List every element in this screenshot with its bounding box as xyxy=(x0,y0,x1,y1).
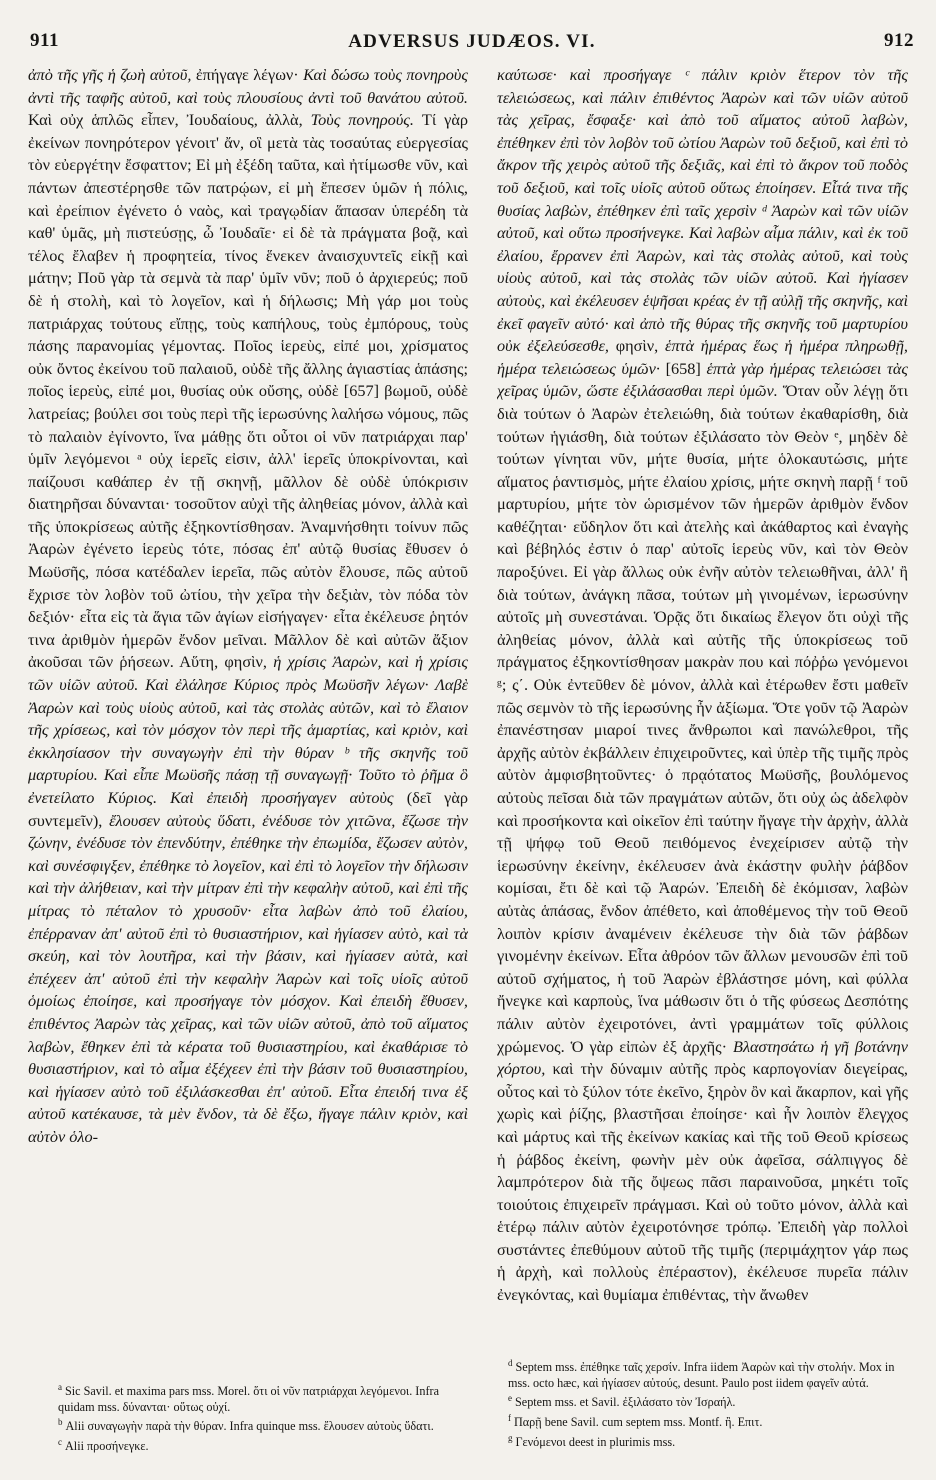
footnote xyxy=(58,1380,468,1415)
footnote xyxy=(508,1411,908,1431)
body-text: Καὶ οὐχ ἁπλῶς εἶπεν, Ἰουδαίους, ἀλλὰ, xyxy=(28,110,311,130)
body-text: ἐπήγαγε λέγων· xyxy=(195,65,304,84)
running-title: ADVERSUS JUDÆOS. VI. xyxy=(348,31,596,52)
scripture-quotation: ἀπὸ τῆς γῆς ἡ ζωὴ αὐτοῦ, xyxy=(28,65,196,84)
footnote-text: Παρῇ bene Savil. cum septem mss. Montf. ἢ. Επιτ. xyxy=(514,1414,763,1429)
right-column xyxy=(497,64,908,1348)
scripture-quotation: ἑπτὰ γὰρ ἡμέρας τελειώσει τὰς χεῖρας ὑμῶν, ὥστε ἐξιλάσασθαι περὶ ὑμῶν. xyxy=(497,358,908,401)
footnote-marker: e xyxy=(508,1393,512,1404)
body-text: Τί γὰρ ἐκείνων πονηρότερον γένοιτ' ἄν, οἳ μετὰ τὰς τοσαύτας εὐεργεσίας τὸν εὐεργέτην ἔσφαττον; Εἰ μὴ ἐξέδη ταῦτα, καὶ ἠτίμωσθε νῦν, καὶ πάντων ἀπεστέρησθε τῶν πατρῴων, εἰ μὴ ἔπεσεν ὑμῶν ἡ πόλις, καὶ ἐρείπιον ἐγένετο ὁ ναὸς, καὶ τραγῳδίαν ἅπασαν ὑπερέδη τὰ καθ' ὑμᾶς, μὴ πιστεύσῃς, ὦ Ἰουδαῖε· εἰ δὲ τὰ πράγματα βοᾷ, καὶ τέλος ἔλαβεν ἡ προφητεία, τίνος ἕνεκεν ἀναισχυντεῖς εἰκῇ καὶ μάτην; Ποῦ γὰρ τὰ σεμνὰ τὰ παρ' ὑμῖν νῦν; ποῦ ὁ ἀρχιερεύς; ποῦ δὲ ἡ στολὴ, καὶ τὸ λογεῖον, καὶ ἡ δήλωσις; Μὴ γάρ μοι τοὺς πατριάρχας τούτους εἴπῃς, τοὺς καπήλους, τοὺς ἐμπόρους, τοὺς πάσης παρανομίας γέμοντας. Ποῖος ἱερεὺς, εἰπέ μοι, χρίσματος οὐκ ὄντος ἐκείνου τοῦ παλαιοῦ, οὐδὲ τῆς ἄλλης ἁγιαστίας ἁπάσης; ποῖος ἱερεὺς, εἰπέ μοι, θυσίας οὐκ οὔσης, οὐδὲ [657] βωμοῦ, οὐδὲ λατρείας; βούλει σοι τοὺς περὶ τῆς ἱερωσύνης λαλήσω νόμους, πῶς τὸ παλαιὸν ἐγίνοντο, ἵνα μάθῃς ὅτι οὗτοι οἱ νῦν πατριάρχαι παρ' ὑμῖν λεγόμενοι ᵃ οὐχ ἱερεῖς εἰσιν, ἀλλ' ἱερεῖς ὑποκρίνονται, καὶ παίζουσι καθάπερ ἐν τῇ σκηνῇ, μᾶλλον δὲ οὐδὲ ὑπόκρισιν διατηρῆσαι δύνανται· τοσοῦτον αὐχὶ τῆς ἀληθείας μόνον, ἀλλὰ καὶ τῆς ὑποκρίσεως αὐτῆς ἐξηκοντίσθησαν. Ἀναμνήσθητι τοίνυν πῶς Ἀαρὼν ἐγένετο ἱερεὺς τότε, πόσας ἐπ' αὐτῷ θυσίας ἔθυσεν ὁ Μωϋσῆς, πόσα κατέδαλεν ἱερεῖα, πῶς αὐτὸν ἔλουσε, πῶς αὐτοῦ ἔχρισε τὸν λοβὸν τοῦ ὠτίου, τὴν χεῖρα τὴν δεξιὰν, τὸν πόδα τὸν δεξιόν· εἶτα εἰς τὰ ἅγια τῶν ἁγίων εἰσήγαγεν· εἶτα ἐκέλευσε ῥητόν τινα ἀριθμὸν ἡμερῶν ἔνδον μεῖναι. Μᾶλλον δὲ καὶ αὐτῶν ἄξιον ἀκοῦσαι τῶν ῥήσεων. Αὕτη, φησὶν, xyxy=(28,110,468,672)
footnote-marker: b xyxy=(58,1417,63,1428)
footnote-marker: g xyxy=(508,1432,513,1443)
scripture-quotation: Βλαστησάτω ἡ γῆ βοτάνην χόρτου, xyxy=(497,1036,908,1079)
page-header xyxy=(26,22,918,56)
footnote-text: Sic Savil. et maxima pars mss. Morel. ὅτι οἱ νῦν πατριάρχαι λεγόμενοι. Infra quidam mss. δύνανται· οὕτως οὐχί. xyxy=(58,1384,439,1414)
body-text: [658] xyxy=(665,358,707,378)
footnote xyxy=(508,1356,908,1391)
footnotes-right xyxy=(508,1356,908,1471)
footnote-marker: d xyxy=(508,1358,513,1368)
body-text: καὶ τὴν δύναμιν αὐτῆς πρὸς καρπογονίαν διεγείρας, οὗτος καὶ τὸ ξύλον τότε ἐκεῖνο, ξηρὸν ὂν καὶ ἄκαρπον, καὶ γῆς χωρὶς καὶ ῥίζης, βλαστῆσαι ἐποίησε· καὶ ἦν λοιπὸν ἔλεγχος καὶ μάρτυς καὶ τῆς ἐκείνων κακίας καὶ τῆς τοῦ Θεοῦ κρίσεως ἡ ῥάβδος ἐκείνη, φωνὴν μὲν οὐκ ἀφεῖσα, σάλπιγγος δὲ λαμπρότερον διὰ τῆς ὄψεως πᾶσι παραινοῦσα, μηκέτι τοῖς τοιούτοις ἐπιχειρεῖν πράγμασι. Καὶ οὐ τοῦτο μόνον, ἀλλὰ καὶ ἑτέρῳ πάλιν αὐτὸν ἐχειροτόνησε τρόπῳ. Ἐπειδὴ γὰρ πολλοὶ συστάντες ἐπεθύμουν αὐτοῦ τῆς τιμῆς (περιμάχητον γάρ πως ἡ ἀρχὴ, καὶ πολλοὺς ἐπέραστον), ἐκέλευσε πυρεῖα πάλιν ἐνεγκόντας, καὶ θυμίαμα ἐπιθέντας, τὴν ἄνωθεν xyxy=(497,1059,908,1305)
footnote xyxy=(508,1391,908,1411)
footnote-marker: f xyxy=(508,1412,511,1423)
left-column xyxy=(28,64,468,1362)
scripture-quotation: ἑπτὰ ἡμέρας ἕως ἡ ἡμέρα πληρωθῇ, ἡμέρα τελειώσεως ὑμῶν· xyxy=(497,336,908,378)
scripture-quotation: Καὶ δώσω τοὺς πονηροὺς ἀντὶ τῆς ταφῆς αὐτοῦ, καὶ τοὺς πλουσίους ἀντὶ τοῦ θανάτου αὐτοῦ. xyxy=(28,65,468,107)
scripture-quotation: ἔλουσεν αὐτοὺς ὕδατι, ἐνέδυσε τὸν χιτῶνα, ἔζωσε τὴν ζώνην, ἐνέδυσε τὸν ἐπενδύτην, ἐπέθηκε τὴν ἐπωμίδα, ἔζωσεν αὐτὸν, καὶ συνέσφιγξεν, ἐπέθηκε τὸ λογεῖον, καὶ ἐπὶ τὸ λογεῖον τὴν δήλωσιν καὶ τὴν ἀλήθειαν, καὶ τὴν μίτραν ἐπὶ τὴν κεφαλὴν αὐτοῦ, καὶ ἐπὶ τῆς μίτρας τὸ πέταλον τὸ χρυσοῦν· εἶτα λαβὼν ἀπὸ τοῦ ἐλαίου, ἐπέρραναν ἀπ' αὐτοῦ ἐπὶ τὸ θυσιαστήριον, καὶ ἡγίασεν αὐτὸ, καὶ τὰ σκεύη, καὶ τὸν λουτῆρα, καὶ τὴν βάσιν, καὶ ἡγίασεν αὐτὰ, καὶ ἐπέχεεν ἀπ' αὐτοῦ ἐπὶ τὴν κεφαλὴν Ἀαρὼν καὶ τοῖς υἱοῖς αὐτοῦ ὁμοίως ἐποίησε, καὶ προσήγαγε τὸν μόσχον. Καὶ ἐπειδὴ ἔθυσεν, ἐπιθέντος Ἀαρὼν τὰς χεῖρας, καὶ τῶν υἱῶν αὐτοῦ, ἀπὸ τοῦ αἵματος λαβὼν, ἔθηκεν ἐπὶ τὰ κέρατα τοῦ θυσιαστηρίου, καὶ ἐκαθάρισε τὸ θυσιαστήριον, καὶ τὸ αἷμα ἐξέχεεν ἐπὶ τὴν βάσιν τοῦ θυσιαστηρίου, καὶ ἡγίασεν αὐτὸ τοῦ ἐξιλάσκεσθαι ἐπ' αὐτοῦ. Εἶτα ἐπειδή τινα ἐξ αὐτοῦ κατέκαυσε, τὰ μὲν ἔνδον, τὰ δὲ ἔξω, ἤγαγε πάλιν κριὸν, καὶ αὐτὸν ὁλο- xyxy=(28,810,468,1146)
footnote xyxy=(58,1435,468,1455)
footnote xyxy=(508,1431,908,1451)
footnote-text: Alii συναγωγὴν παρὰ τὴν θύραν. Infra quinque mss. ἔλουσεν αὐτοὺς ὕδατι. xyxy=(65,1419,434,1434)
footnote-text: Septem mss. ἐπέθηκε ταῖς χερσίν. Infra iidem Ἀαρὼν καὶ τὴν στολήν. Mox in mss. octo hæc, καὶ ἡγίασεν αὐτούς, desunt. Paulo post iidem φαγεῖν αὐτά. xyxy=(508,1360,895,1390)
footnote-text: Septem mss. et Savil. ἐξιλάσατο τὸν Ἰσραήλ. xyxy=(515,1395,736,1410)
page-number-right: 912 xyxy=(884,30,914,51)
footnote xyxy=(58,1415,468,1435)
body-text: φησὶν, xyxy=(615,336,666,356)
footnote-marker: c xyxy=(58,1436,62,1447)
scripture-quotation: καύτωσε· καὶ προσήγαγε ᶜ πάλιν κριὸν ἕτερον τὸν τῆς τελειώσεως, καὶ πάλιν ἐπιθέντος Ἀαρὼν καὶ τῶν υἱῶν αὐτοῦ τὰς χεῖρας, ἔσφαξε· καὶ ἀπὸ τοῦ αἵματος αὐτοῦ λαβὼν, ἐπέθηκεν ἐπὶ τὸν λοβὸν τοῦ ὠτίου Ἀαρὼν τοῦ δεξιοῦ, καὶ ἐπὶ τὸ ἄκρον τῆς χειρὸς αὐτοῦ τῆς δεξιᾶς, καὶ ἐπὶ τὸ ἄκρον τοῦ ποδὸς τοῦ δεξιοῦ, καὶ τοῖς υἱοῖς αὐτοῦ οὕτως ἐποίησεν. Εἶτά τινα τῆς θυσίας λαβὼν, ἐπέθηκεν ἐπὶ ταῖς χερσὶν ᵈ Ἀαρὼν καὶ τῶν υἱῶν αὐτοῦ, καὶ οὕτω προσήνεγκε. Καὶ λαβὼν αἷμα πάλιν, καὶ ἐκ τοῦ ἐλαίου, ἔρρανεν ἐπὶ Ἀαρὼν, καὶ τὰς στολὰς αὐτοῦ, καὶ τοὺς υἱοὺς αὐτοῦ, καὶ τὰς στολὰς τῶν υἱῶν αὐτοῦ. Καὶ ἡγίασεν αὐτοὺς, καὶ ἐκέλευσεν ἑψῆσαι κρέας ἐν τῇ αὐλῇ τῆς σκηνῆς, καὶ ἐκεῖ φαγεῖν αὐτό· καὶ ἀπὸ τῆς θύρας τῆς σκηνῆς τοῦ μαρτυρίου οὐκ ἐξελεύσεσθε, xyxy=(497,65,908,356)
footnote-text: Γενόμενοι deest in plurimis mss. xyxy=(515,1434,676,1449)
footnote-marker: a xyxy=(58,1382,62,1392)
body-text: (δεῖ γὰρ συντεμεῖν), xyxy=(28,788,468,830)
scripture-quotation: Τοὺς πονηρούς. xyxy=(310,110,422,130)
right-column-text xyxy=(497,64,908,1307)
footnotes-left xyxy=(58,1380,468,1470)
scripture-quotation: ἡ χρίσις Ἀαρὼν, καὶ ἡ χρίσις τῶν υἱῶν αὐτοῦ. Καὶ ἐλάλησε Κύριος πρὸς Μωϋσῆν λέγων· Λαβὲ Ἀαρὼν καὶ τοὺς υἱοὺς αὐτοῦ, καὶ τὰς στολὰς αὐτῶν, καὶ τὸ ἔλαιον τῆς χρίσεως, καὶ τὸν μόσχον τὸν περὶ τῆς ἁμαρτίας, καὶ κριὸν, καὶ ἐκκλησίασον τὴν συναγωγὴν ἐπὶ τὴν θύραν ᵇ τῆς σκηνῆς τοῦ μαρτυρίου. Καὶ εἶπε Μωϋσῆς πάσῃ τῇ συναγωγῇ· Τοῦτο τὸ ῥῆμα ὃ ἐνετείλατο Κύριος. Καὶ ἐπειδὴ προσήγαγεν αὐτοὺς xyxy=(28,652,468,807)
left-column-text xyxy=(28,64,468,1149)
body-text: Ὅταν οὖν λέγῃ ὅτι διὰ τούτων ὁ Ἀαρὼν ἐτελειώθη, διὰ τούτων ἐκαθαρίσθη, διὰ τούτων ἡγιάσθη, διὰ τούτων ἐξιλάσατο τὸν Θεὸν ᵉ, μηδὲν δὲ τούτων γίνηται νῦν, μήτε θυσία, μήτε ὁλοκαυτώσις, μήτε αἵματος ῥαντισμὸς, μήτε ἐλαίου χρίσις, μήτε σκηνὴ παρῇ ᶠ τοῦ μαρτυρίου, μήτε τὸν ὡρισμένον τῶν ἡμερῶν ἀριθμὸν ἔνδον καθέζηται· εὔδηλον ὅτι καὶ ἀτελὴς καὶ ἀκάθαρτος καὶ ἐναγὴς καὶ βέβηλός ἐστιν ὁ παρ' αὐτοῖς ἱερεὺς νῦν, καὶ τὸν Θεὸν παροξύνει. Εἰ γὰρ ἄλλως οὐκ ἐνῆν αὐτὸν τελειωθῆναι, ἀλλ' ἢ διὰ τούτων, ἀνάγκη πᾶσα, τούτων μὴ γινομένων, ἱερωσύνην αὐτοῖς μὴ συνεστάναι. Ὁρᾷς ὅτι δικαίως ἔλεγον ὅτι οὐχὶ τῆς ἀληθείας μόνον, ἀλλὰ καὶ αὐτῆς τῆς ὑποκρίσεως τοῦ πράγματος ἐξηκοντίσθησαν μακρὰν που καὶ πόῤῥω γενόμενοι ᵍ; ς΄. Οὐκ ἐντεῦθεν δὲ μόνον, ἀλλὰ καὶ ἑτέρωθεν ἔστι μαθεῖν πῶς σεμνὸν τὸ τῆς ἱερωσύνης ἦν ἀξίωμα. Ὅτε γοῦν τῷ Ἀαρὼν ἐπανέστησαν μιαροί τινες ἄνθρωποι καὶ πανώλεθροι, τῆς ἀρχῆς αὐτὸν ἐκβάλλειν ἐπιχειροῦντες, καὶ ὑπὲρ τῆς τιμῆς πρὸς αὐτὸν ἀμφισβητοῦντες· ὁ πρᾳότατος Μωϋσῆς, βουλόμενος αὐτοὺς πεῖσαι διὰ τῶν πραγμάτων αὐτῶν, ὅτι οὐχ ὡς ἀδελφὸν καὶ προσήκοντα καὶ οἰκεῖον ἐπὶ ταύτην ἤγαγε τὴν ἀρχὴν, ἀλλὰ τῇ ψήφῳ τοῦ Θεοῦ πειθόμενος ἐνεχείρισεν αὐτῷ τὴν ἱερωσύνην ἐκείνην, ἐκέλευσεν ἀνὰ ἑκάστην φυλὴν ῥάβδον κομίσαι, ἔτι δὲ καὶ τῷ Ἀαρών. Ἐπειδὴ δὲ ἐκόμισαν, λαβὼν αὐτὰς ἁπάσας, ἔνδον ἀπέθετο, καὶ ἀποθέμενος τὴν τοῦ Θεοῦ λοιπὸν κρίσιν ἀναμένειν ἐκέλευσε τὴν διὰ τῶν ῥάβδων γινομένην ἐκείνων. Εἶτα ἀθρόον τῶν ἄλλων μενουσῶν ἐπὶ τοῦ αὐτοῦ σχήματος, ἡ τοῦ Ἀαρὼν ἐβλάστησε μόνη, καὶ φύλλα ἤνεγκε καὶ καρποὺς, ἵνα μάθωσιν ὅτι ὁ τῆς φύσεως Δεσπότης πάλιν αὐτὸν ἐχειροτόνει, ἀντὶ γραμμάτων τοῖς φύλλοις χρώμενος. Ὁ γὰρ εἰπὼν ἐξ ἀρχῆς· xyxy=(497,381,908,1056)
footnote-text: Alii προσήνεγκε. xyxy=(65,1438,149,1453)
page-number-left: 911 xyxy=(30,30,59,51)
